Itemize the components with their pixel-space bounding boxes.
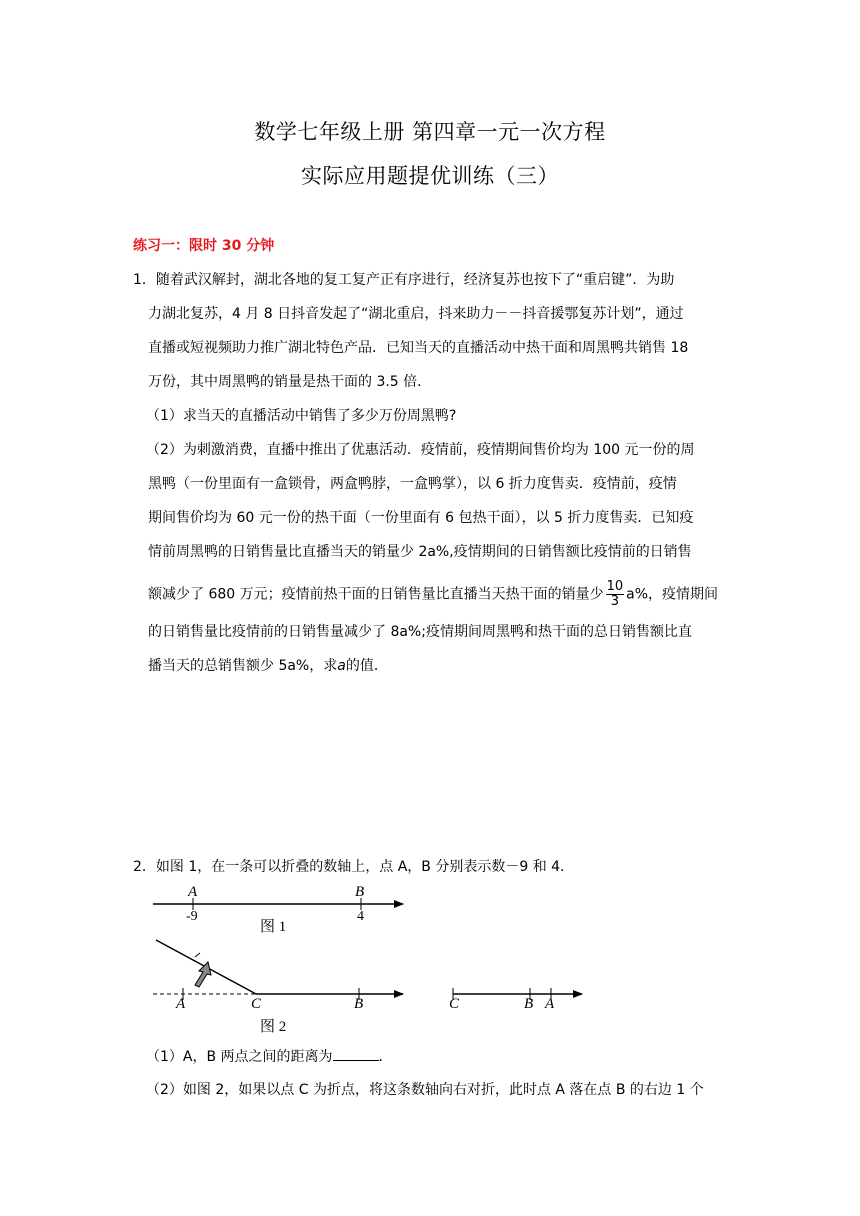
q2-part-1-text: （1）A，B 两点之间的距离为	[146, 1049, 333, 1065]
fraction-numerator: 10	[606, 579, 624, 594]
fig1-number-b: 4	[357, 909, 364, 924]
q1-line-3: 直播或短视频助力推广湖北特色产品．已知当天的直播活动中热干面和周黑鸭共销售 18	[148, 340, 689, 356]
fig2r-label-b: B	[524, 996, 534, 1012]
figure-2-right	[449, 988, 582, 1012]
q1-line-1: 1．随着武汉解封，湖北各地的复工复产正有序进行，经济复苏也按下了“重启键”．为助	[133, 272, 675, 288]
fig1-label-a: A	[188, 884, 198, 900]
q1-part-2-line-6: 的日销售量比疫情前的日销售量减少了 8a%;疫情期间周黑鸭和热干面的总日销售额比直	[148, 624, 692, 640]
q2-part-1-end: ．	[378, 1049, 393, 1065]
fig2r-label-c: C	[449, 996, 460, 1012]
fraction-denominator: 3	[610, 594, 620, 609]
q2-part-1	[146, 1046, 393, 1067]
doc-subtitle: 实际应用题提优训练（三）	[301, 164, 559, 188]
q1-part-2-line-4: 情前周黑鸭的日销售量比直播当天的销量少 2a%,疫情期间的日销售额比疫情前的日销售	[148, 544, 692, 560]
q1-line-4: 万份，其中周黑鸭的销量是热干面的 3.5 倍．	[148, 374, 432, 390]
figure-2-left	[153, 940, 403, 1035]
figure-1	[153, 884, 403, 935]
fig1-label-b: B	[355, 884, 365, 900]
section-heading: 练习一：限时 30 分钟	[133, 238, 275, 254]
q1-line-7-text-b: 的值．	[345, 658, 388, 674]
q1-line-5-text-a: 额减少了 680 万元；疫情前热干面的日销售量比直播当天热干面的销量少	[148, 586, 604, 603]
fig2-folded-tick	[195, 953, 200, 957]
doc-title: 数学七年级上册 第四章一元一次方程	[254, 120, 606, 144]
variable-a: a	[337, 658, 346, 674]
q1-line-2: 力湖北复苏，4 月 8 日抖音发起了“湖北重启，抖来助力－－抖音援鄂复苏计划”，通过	[148, 306, 684, 322]
answer-blank[interactable]	[333, 1046, 379, 1061]
q1-part-2-line-1: （2）为刺激消费，直播中推出了优惠活动．疫情前，疫情期间售价均为 100 元一份的周	[146, 442, 695, 458]
q2-line-1: 2．如图 1，在一条可以折叠的数轴上，点 A，B 分别表示数－9 和 4．	[133, 859, 575, 875]
q1-line-7-text-a: 播当天的总销售额少 5a%，求	[148, 658, 338, 674]
q1-line-5-text-b: a%，疫情期间	[626, 586, 719, 603]
fig2-caption: 图 2	[260, 1019, 287, 1035]
q1-part-2-line-3: 期间售价均为 60 元一份的热干面（一份里面有 6 包热干面），以 5 折力度售卖．已知疫	[148, 510, 694, 526]
fig2r-label-a: A	[545, 996, 555, 1012]
fig1-caption: 图 1	[260, 919, 287, 935]
fig2-label-c: C	[251, 996, 262, 1012]
fig2-label-a: A	[176, 996, 186, 1012]
q1-part-2-line-2: 黑鸭（一份里面有一盒锁骨，两盒鸭脖，一盒鸭掌），以 6 折力度售卖．疫情前，疫情	[148, 476, 677, 492]
fig2-label-b: B	[354, 996, 364, 1012]
fig1-number-a: -9	[186, 909, 198, 924]
q2-part-2: （2）如图 2，如果以点 C 为折点，将这条数轴向右对折，此时点 A 落在点 B 的右边 1 个	[146, 1082, 704, 1098]
q1-part-1: （1）求当天的直播活动中销售了多少万份周黑鸭?	[146, 408, 457, 424]
